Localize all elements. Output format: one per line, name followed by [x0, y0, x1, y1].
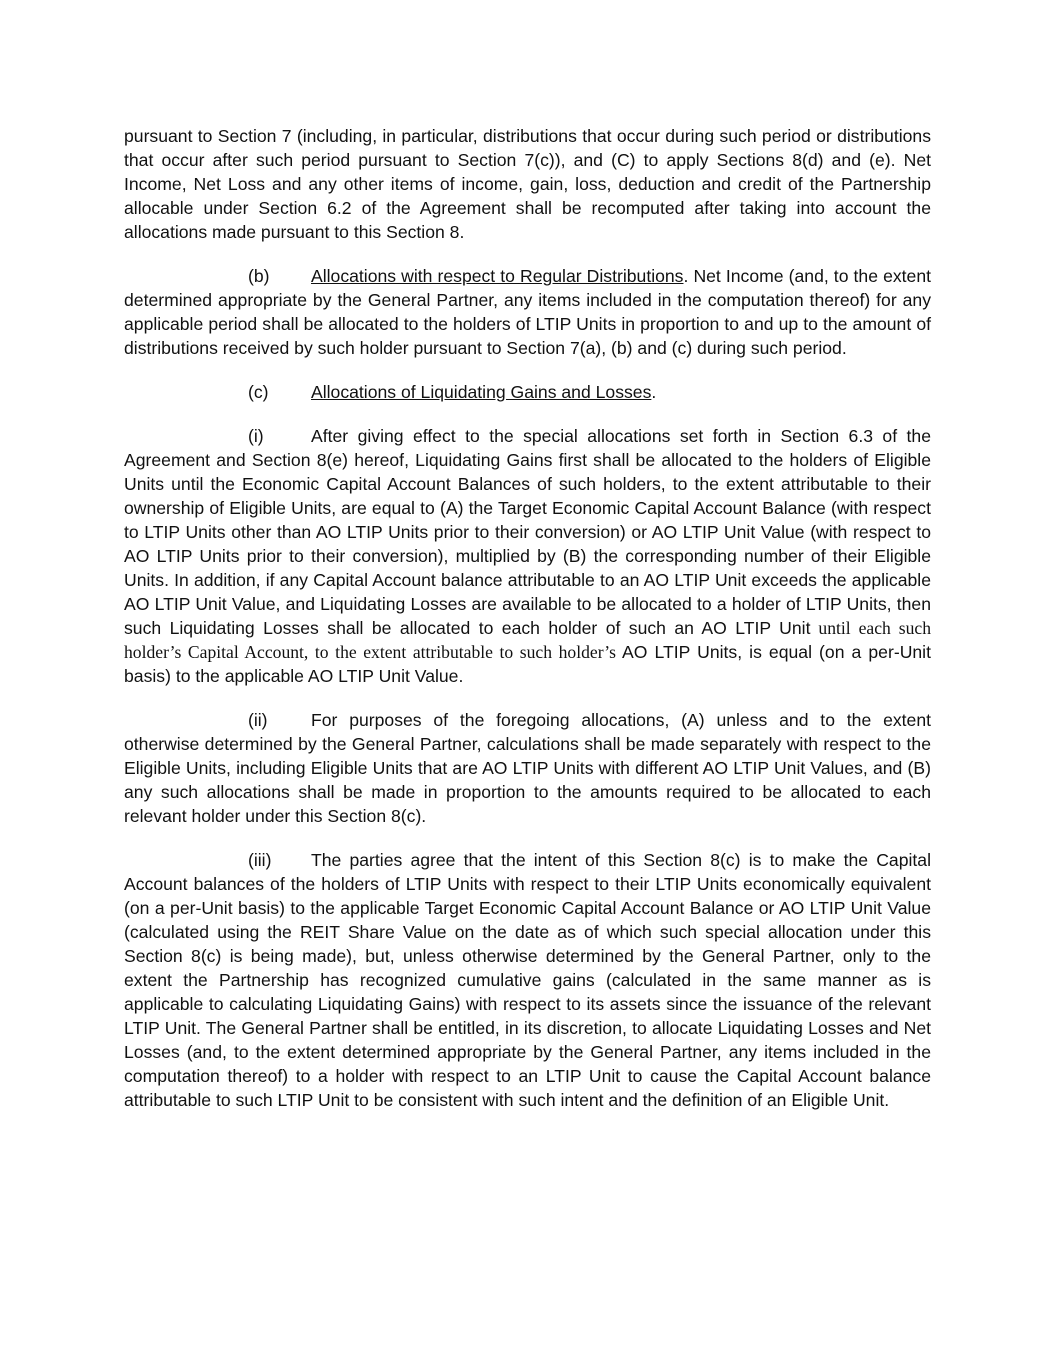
- clause-iii-paragraph: [124, 848, 931, 1112]
- intro-paragraph: pursuant to Section 7 (including, in particular, distributions that occur during such period or distributions that occur after such period pursuant to Section 7(c)), and (C) to apply Sections 8(d) and (e). Net Income, Net Loss and any other items of income, gain, loss, deduction and credit of the Partnership allocable under Section 6.2 of the Agreement shall be recomputed after taking into account the allocations made pursuant to this Section 8.: [124, 126, 931, 242]
- clause-i-text-a: After giving effect to the special allocations set forth in Section 6.3 of the Agreement and Section 8(e) hereof, Liquidating Gains first shall be allocated to the holders of Eligible Units until the Economic Capital Account Balances of such holders, to the extent attributable to their ownership of Eligible Units, are equal to (A) the Target Economic Capital Account Balance (with respect to LTIP Units other than AO LTIP Units prior to their conversion) or AO LTIP Unit Value (with respect to AO LTIP Units prior to their conversion), multiplied by (B) the corresponding number of their Eligible Units. In addition, if any Capital Account balance attributable to an AO LTIP Unit exceeds the applicable AO LTIP Unit Value, and Liquidating Losses are available to be allocated to a holder of LTIP Units, then such Liquidating Losses shall be allocated to each holder of such an AO LTIP Unit: [124, 426, 931, 638]
- clause-iii-number: (iii): [248, 850, 272, 870]
- clause-ii-number: (ii): [248, 710, 268, 730]
- clause-ii-paragraph: [124, 708, 931, 828]
- section-c-heading-line: [124, 380, 931, 404]
- section-b-paragraph: [124, 264, 931, 360]
- clause-i-text-serif: until each such holder’s Capital Account, to the extent attributable to such holder’s: [124, 618, 931, 662]
- section-b-number: (b): [248, 266, 270, 286]
- document-page: [124, 124, 931, 1132]
- section-c-heading: Allocations of Liquidating Gains and Losses: [311, 382, 652, 402]
- clause-iii-text: The parties agree that the intent of this Section 8(c) is to make the Capital Account balances of the holders of LTIP Units with respect to their LTIP Units economically equivalent (on a per-Unit basis) to the applicable Target Economic Capital Account Balance or AO LTIP Unit Value (calculated using the REIT Share Value on the date as of which such special allocation under this Section 8(c) is being made), but, unless otherwise determined by the General Partner, only to the extent the Partnership has recognized cumulative gains (calculated in the same manner as is applicable to calculating Liquidating Gains) with respect to its assets since the issuance of the relevant LTIP Unit. The General Partner shall be entitled, in its discretion, to allocate Liquidating Losses and Net Losses (and, to the extent determined appropriate by the General Partner, any items included in the computation thereof) to a holder with respect to an LTIP Unit to cause the Capital Account balance attributable to such LTIP Unit to be consistent with such intent and the definition of an Eligible Unit.: [124, 850, 931, 1110]
- section-b-text: . Net Income (and, to the extent determined appropriate by the General Partner, any items included in the computation thereof) for any applicable period shall be allocated to the holders of LTIP Units in proportion to and up to the amount of distributions received by such holder pursuant to Section 7(a), (b) and (c) during such period.: [124, 266, 931, 358]
- clause-i-paragraph: [124, 424, 931, 688]
- clause-i-number: (i): [248, 426, 264, 446]
- section-b-heading: Allocations with respect to Regular Distributions: [311, 266, 684, 286]
- clause-i-text-b: AO LTIP Units, is equal (on a per-Unit basis) to the applicable AO LTIP Unit Value.: [124, 642, 931, 686]
- section-c-trail: .: [651, 382, 657, 402]
- clause-ii-text: For purposes of the foregoing allocations, (A) unless and to the extent otherwise determined by the General Partner, calculations shall be made separately with respect to the Eligible Units, including Eligible Units that are AO LTIP Units with different AO LTIP Unit Values, and (B) any such allocations shall be made in proportion to the amounts required to be allocated to each relevant holder under this Section 8(c).: [124, 710, 931, 826]
- section-c-number: (c): [248, 382, 269, 402]
